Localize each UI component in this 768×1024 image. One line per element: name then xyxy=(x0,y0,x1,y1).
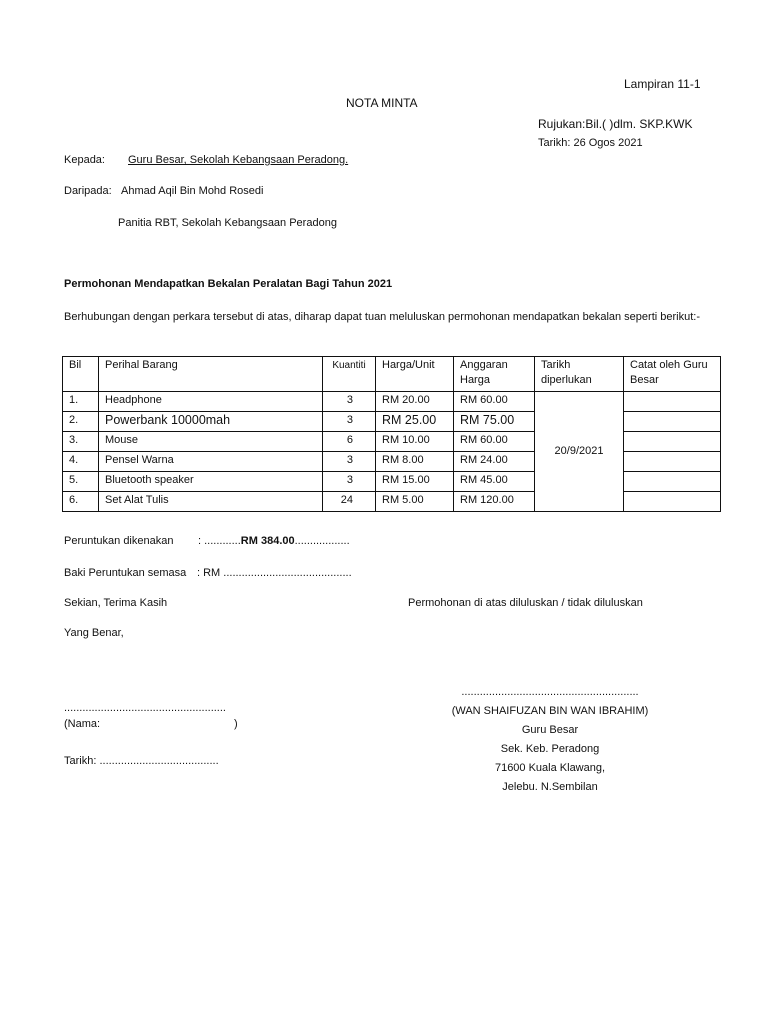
cell-harga: RM 8.00 xyxy=(376,452,454,472)
signature-line-left: ..................................................... xyxy=(64,702,226,714)
yang-benar-text: Yang Benar, xyxy=(64,627,124,639)
header-anggaran-harga: Anggaran Harga xyxy=(454,357,535,392)
peruntukan-suffix: .................. xyxy=(294,535,350,547)
baki-label: Baki Peruntukan semasa xyxy=(64,567,187,579)
kepada-value: Guru Besar, Sekolah Kebangsaan Peradong. xyxy=(128,154,349,166)
header-tarikh-diperlukan: Tarikh diperlukan xyxy=(535,357,624,392)
cell-catat xyxy=(624,492,721,512)
daripada-role: Panitia RBT, Sekolah Kebangsaan Peradong xyxy=(118,217,337,229)
cell-barang: Bluetooth speaker xyxy=(99,472,323,492)
tarikh-signature-line: Tarikh: ....................................... xyxy=(64,755,219,767)
peruntukan-prefix: : ............ xyxy=(198,535,241,547)
approval-status-text: Permohonan di atas diluluskan / tidak diluluskan xyxy=(408,597,643,609)
cell-bil: 2. xyxy=(63,412,99,432)
cell-bil: 4. xyxy=(63,452,99,472)
header-harga-unit: Harga/Unit xyxy=(376,357,454,392)
peruntukan-value xyxy=(198,535,350,547)
cell-catat xyxy=(624,412,721,432)
subject-heading: Permohonan Mendapatkan Bekalan Peralatan Bagi Tahun 2021 xyxy=(64,278,393,290)
cell-kuantiti: 3 xyxy=(323,472,376,492)
cell-bil: 1. xyxy=(63,392,99,412)
cell-catat xyxy=(624,472,721,492)
cell-barang: Pensel Warna xyxy=(99,452,323,472)
baki-value: : RM .......................................... xyxy=(197,567,352,579)
header-kuantiti: Kuantiti xyxy=(323,357,376,392)
header-catat-guru-besar: Catat oleh Guru Besar xyxy=(624,357,721,392)
cell-kuantiti: 6 xyxy=(323,432,376,452)
cell-harga: RM 25.00 xyxy=(376,412,454,432)
signature-line-right: .......................................................... xyxy=(461,686,639,698)
table-header-row xyxy=(63,357,721,392)
cell-catat xyxy=(624,452,721,472)
cell-anggaran: RM 24.00 xyxy=(454,452,535,472)
cell-anggaran: RM 60.00 xyxy=(454,432,535,452)
cell-harga: RM 5.00 xyxy=(376,492,454,512)
cell-anggaran: RM 75.00 xyxy=(454,412,535,432)
daripada-name: Ahmad Aqil Bin Mohd Rosedi xyxy=(121,185,264,197)
cell-bil: 6. xyxy=(63,492,99,512)
nama-close-paren: ) xyxy=(234,718,238,730)
rujukan-reference: Rujukan:Bil.( )dlm. SKP.KWK xyxy=(538,117,693,131)
approver-title: Guru Besar xyxy=(521,724,579,736)
approver-block xyxy=(448,683,652,797)
cell-barang: Headphone xyxy=(99,392,323,412)
peruntukan-label: Peruntukan dikenakan xyxy=(64,535,174,547)
approver-school: Sek. Keb. Peradong xyxy=(500,743,600,755)
header-perihal-barang: Perihal Barang xyxy=(99,357,323,392)
approver-name: (WAN SHAIFUZAN BIN WAN IBRAHIM) xyxy=(451,705,649,717)
cell-barang: Powerbank 10000mah xyxy=(99,412,323,432)
kepada-label: Kepada: xyxy=(64,154,105,166)
cell-barang: Mouse xyxy=(99,432,323,452)
cell-tarikh-diperlukan: 20/9/2021 xyxy=(535,392,624,512)
cell-kuantiti: 3 xyxy=(323,412,376,432)
cell-anggaran: RM 60.00 xyxy=(454,392,535,412)
cell-bil: 3. xyxy=(63,432,99,452)
closing-text: Sekian, Terima Kasih xyxy=(64,597,168,609)
cell-harga: RM 20.00 xyxy=(376,392,454,412)
items-table xyxy=(62,356,721,512)
cell-catat xyxy=(624,392,721,412)
document-date: Tarikh: 26 Ogos 2021 xyxy=(538,137,643,149)
cell-kuantiti: 3 xyxy=(323,452,376,472)
intro-paragraph: Berhubungan dengan perkara tersebut di atas, diharap dapat tuan meluluskan permohonan mendapatkan bekalan seperti berikut:- xyxy=(64,311,700,323)
cell-barang: Set Alat Tulis xyxy=(99,492,323,512)
peruntukan-amount: RM 384.00 xyxy=(240,535,295,547)
cell-harga: RM 10.00 xyxy=(376,432,454,452)
cell-anggaran: RM 120.00 xyxy=(454,492,535,512)
cell-kuantiti: 3 xyxy=(323,392,376,412)
table-row xyxy=(63,392,721,412)
cell-kuantiti: 24 xyxy=(323,492,376,512)
cell-catat xyxy=(624,432,721,452)
lampiran-label: Lampiran 11-1 xyxy=(624,77,701,91)
page-title: NOTA MINTA xyxy=(346,96,418,110)
approver-address-1: 71600 Kuala Klawang, xyxy=(494,762,606,774)
header-bil: Bil xyxy=(63,357,99,392)
cell-harga: RM 15.00 xyxy=(376,472,454,492)
daripada-label: Daripada: xyxy=(64,185,112,197)
approver-address-2: Jelebu. N.Sembilan xyxy=(502,781,598,793)
cell-bil: 5. xyxy=(63,472,99,492)
cell-anggaran: RM 45.00 xyxy=(454,472,535,492)
nama-label: (Nama: xyxy=(64,718,101,730)
